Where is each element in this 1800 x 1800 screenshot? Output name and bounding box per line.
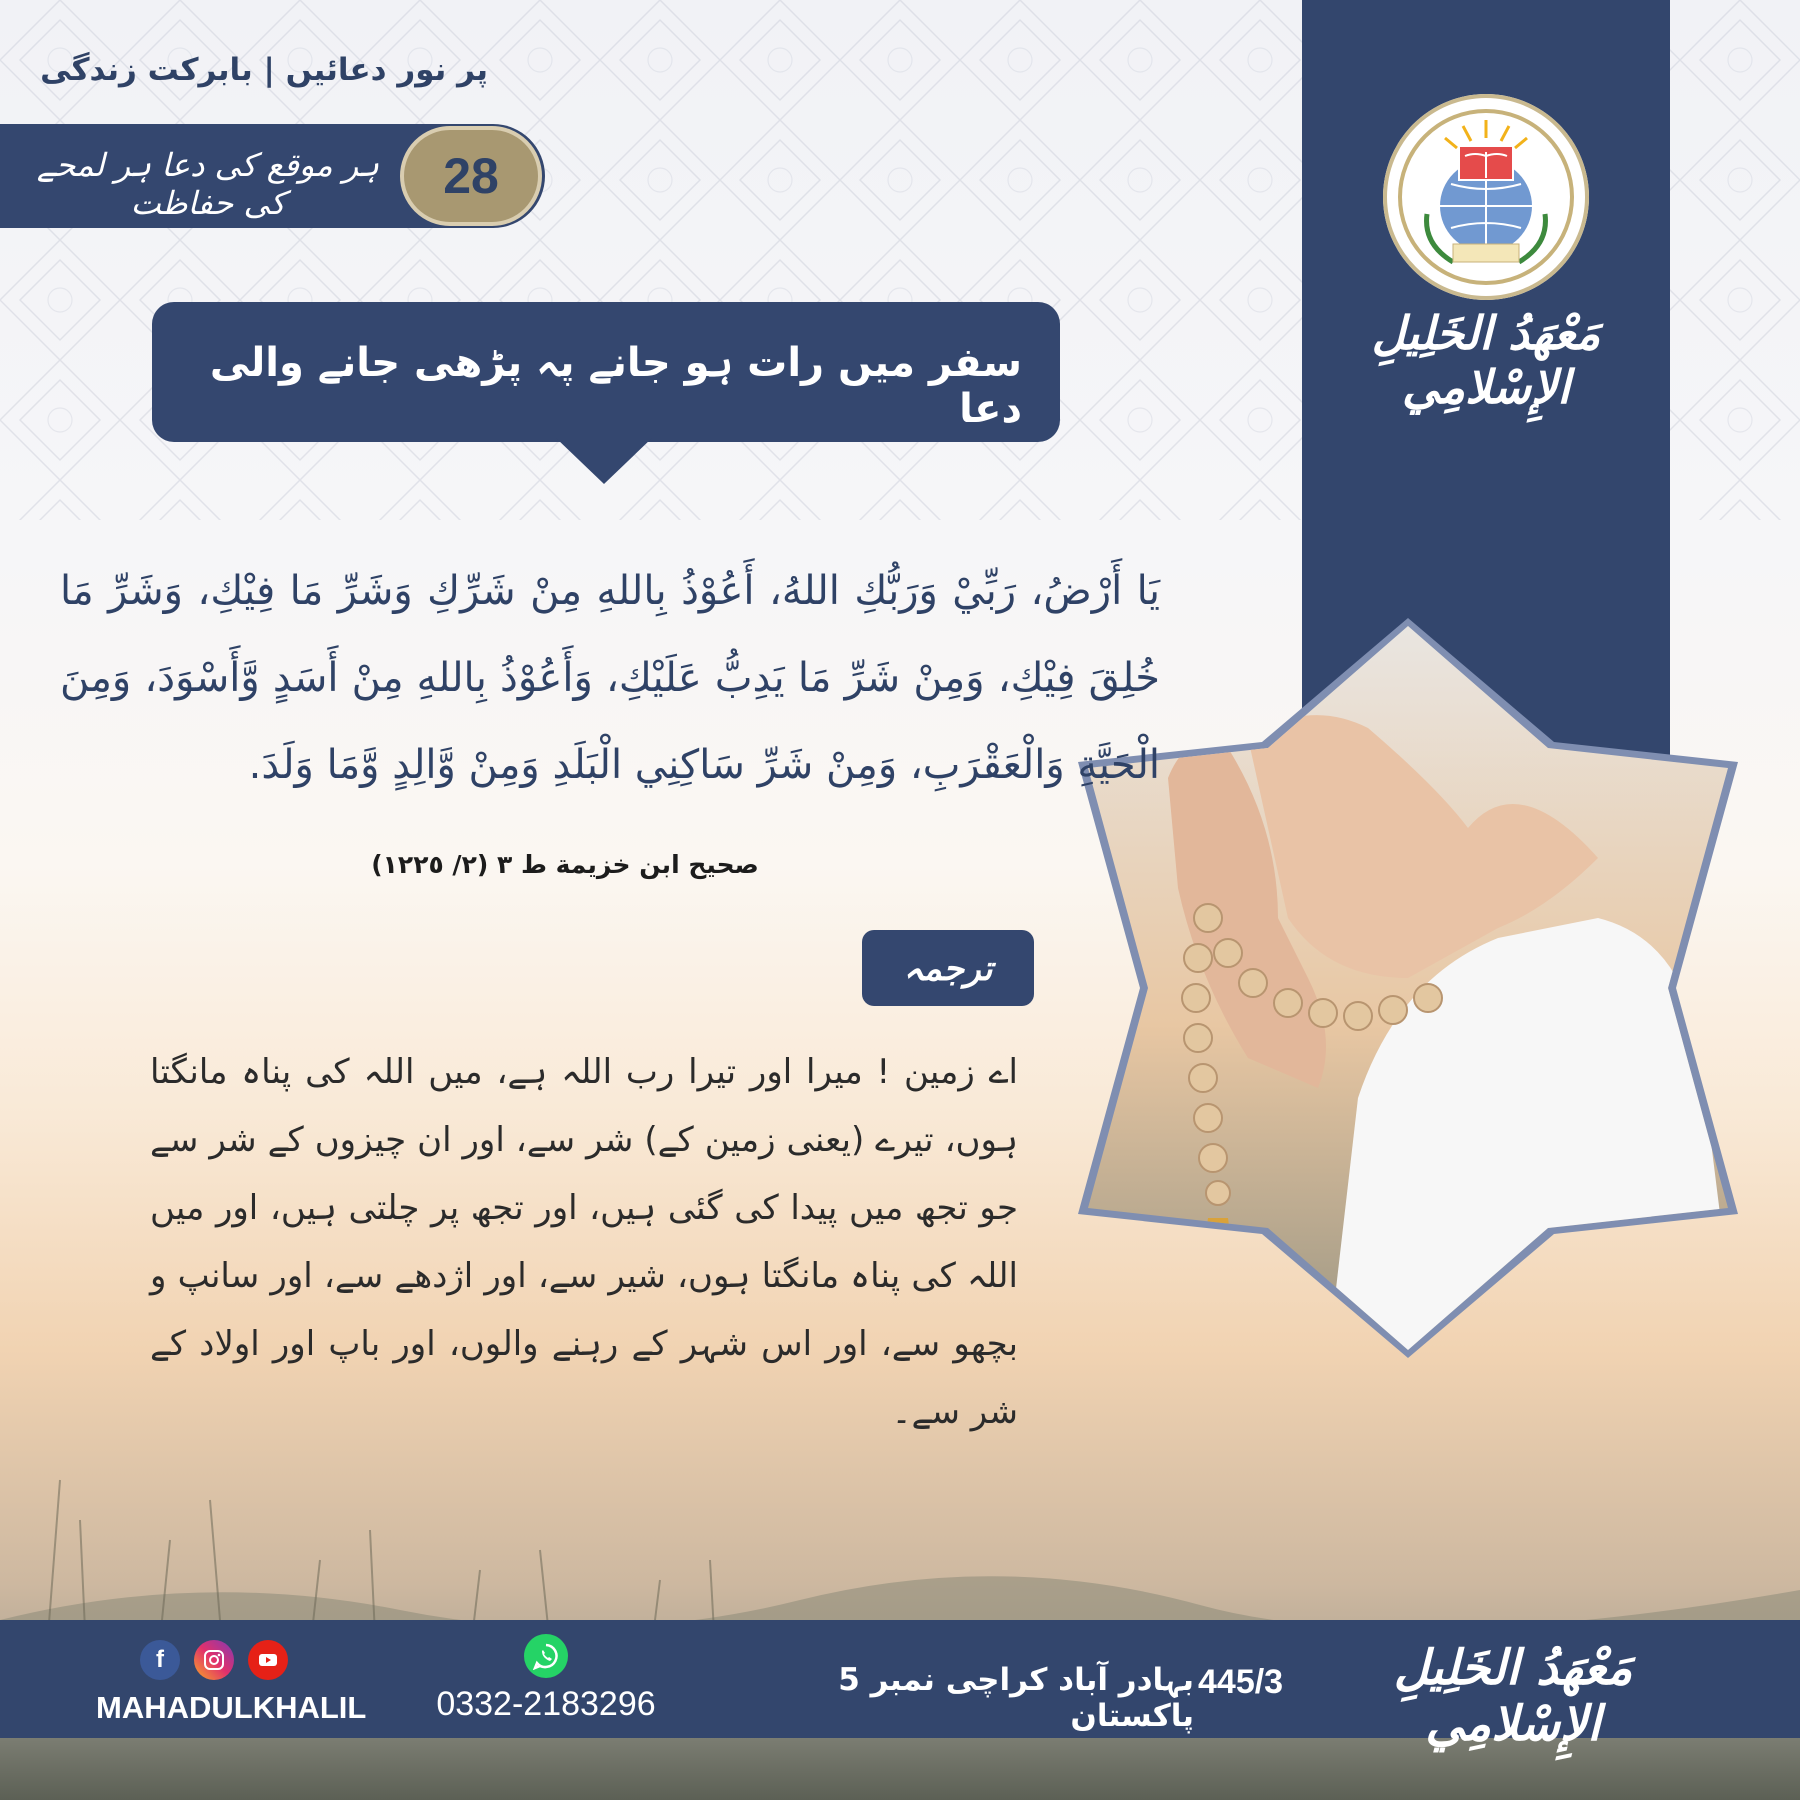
whatsapp-icon[interactable] <box>524 1634 568 1678</box>
dua-number-badge: 28 <box>400 126 542 226</box>
address-text: بہادر آباد کراچی نمبر 5 پاکستان <box>838 1662 1194 1734</box>
address-number: 445/3 <box>1198 1663 1284 1701</box>
title-banner-pointer <box>556 438 652 484</box>
translation-label: ترجمہ <box>862 930 1034 1006</box>
dua-title: سفر میں رات ہو جانے پہ پڑھی جانے والی دعا <box>209 340 1022 432</box>
instagram-icon[interactable] <box>194 1640 234 1680</box>
series-title: پر نور دعائیں | بابرکت زندگی <box>40 52 488 88</box>
hadith-reference: صحيح ابن خزيمة ط ٣ (٢/ ١٢٢٥) <box>371 850 759 879</box>
facebook-icon[interactable]: f <box>140 1640 180 1680</box>
youtube-icon[interactable] <box>248 1640 288 1680</box>
translation-text: اے زمین ! میرا اور تیرا رب اللہ ہے، میں اللہ کی پناہ مانگتا ہوں، تیرے (یعنی زمین کے) شر سے، اور ان چیزوں کے شر سے جو تجھ میں پیدا کی گئی ہیں، اور تجھ پر چلتی ہیں، اور میں اللہ کی پناہ مانگتا ہوں، شیر سے، اور اژدھے سے، اور سانپ و بچھو سے، اور اس شہر کے رہنے والوں، اور باپ اور اولاد کے شر سے۔ <box>150 1052 1018 1432</box>
topic-label: ہر موقع کی دعا ہر لمحے کی حفاظت <box>36 146 380 222</box>
institute-logo <box>1383 94 1589 300</box>
phone-number[interactable]: 0332-2183296 <box>436 1685 656 1723</box>
footer-brand-name: مَعْهَدُ الخَلِيلِ الإِسْلامِي <box>1393 1640 1633 1752</box>
brand-name: مَعْهَدُ الخَلِيلِ الإِسْلامِي <box>1371 306 1601 414</box>
dua-arabic-text: يَا أَرْضُ، رَبِّيْ وَرَبُّكِ اللهُ، أَعُوْذُ بِاللهِ مِنْ شَرِّكِ وَشَرِّ مَا فِيْكِ، وَشَرِّ مَا خُلِقَ فِيْكِ، وَمِنْ شَرِّ مَا يَدِبُّ عَلَيْكِ، وَأَعُوْذُ بِاللهِ مِنْ أَسَدٍ وَّأَسْوَدَ، وَمِنَ الْحَيَّةِ وَالْعَقْرَبِ، وَمِنْ شَرِّ سَاكِنِي الْبَلَدِ وَمِنْ وَّالِدٍ وَّمَا وَلَدَ. <box>60 568 1160 788</box>
logo-emblem-icon <box>1383 94 1589 300</box>
social-handle[interactable]: MAHADULKHALIL <box>96 1690 367 1725</box>
praying-hands-image <box>1078 618 1738 1358</box>
